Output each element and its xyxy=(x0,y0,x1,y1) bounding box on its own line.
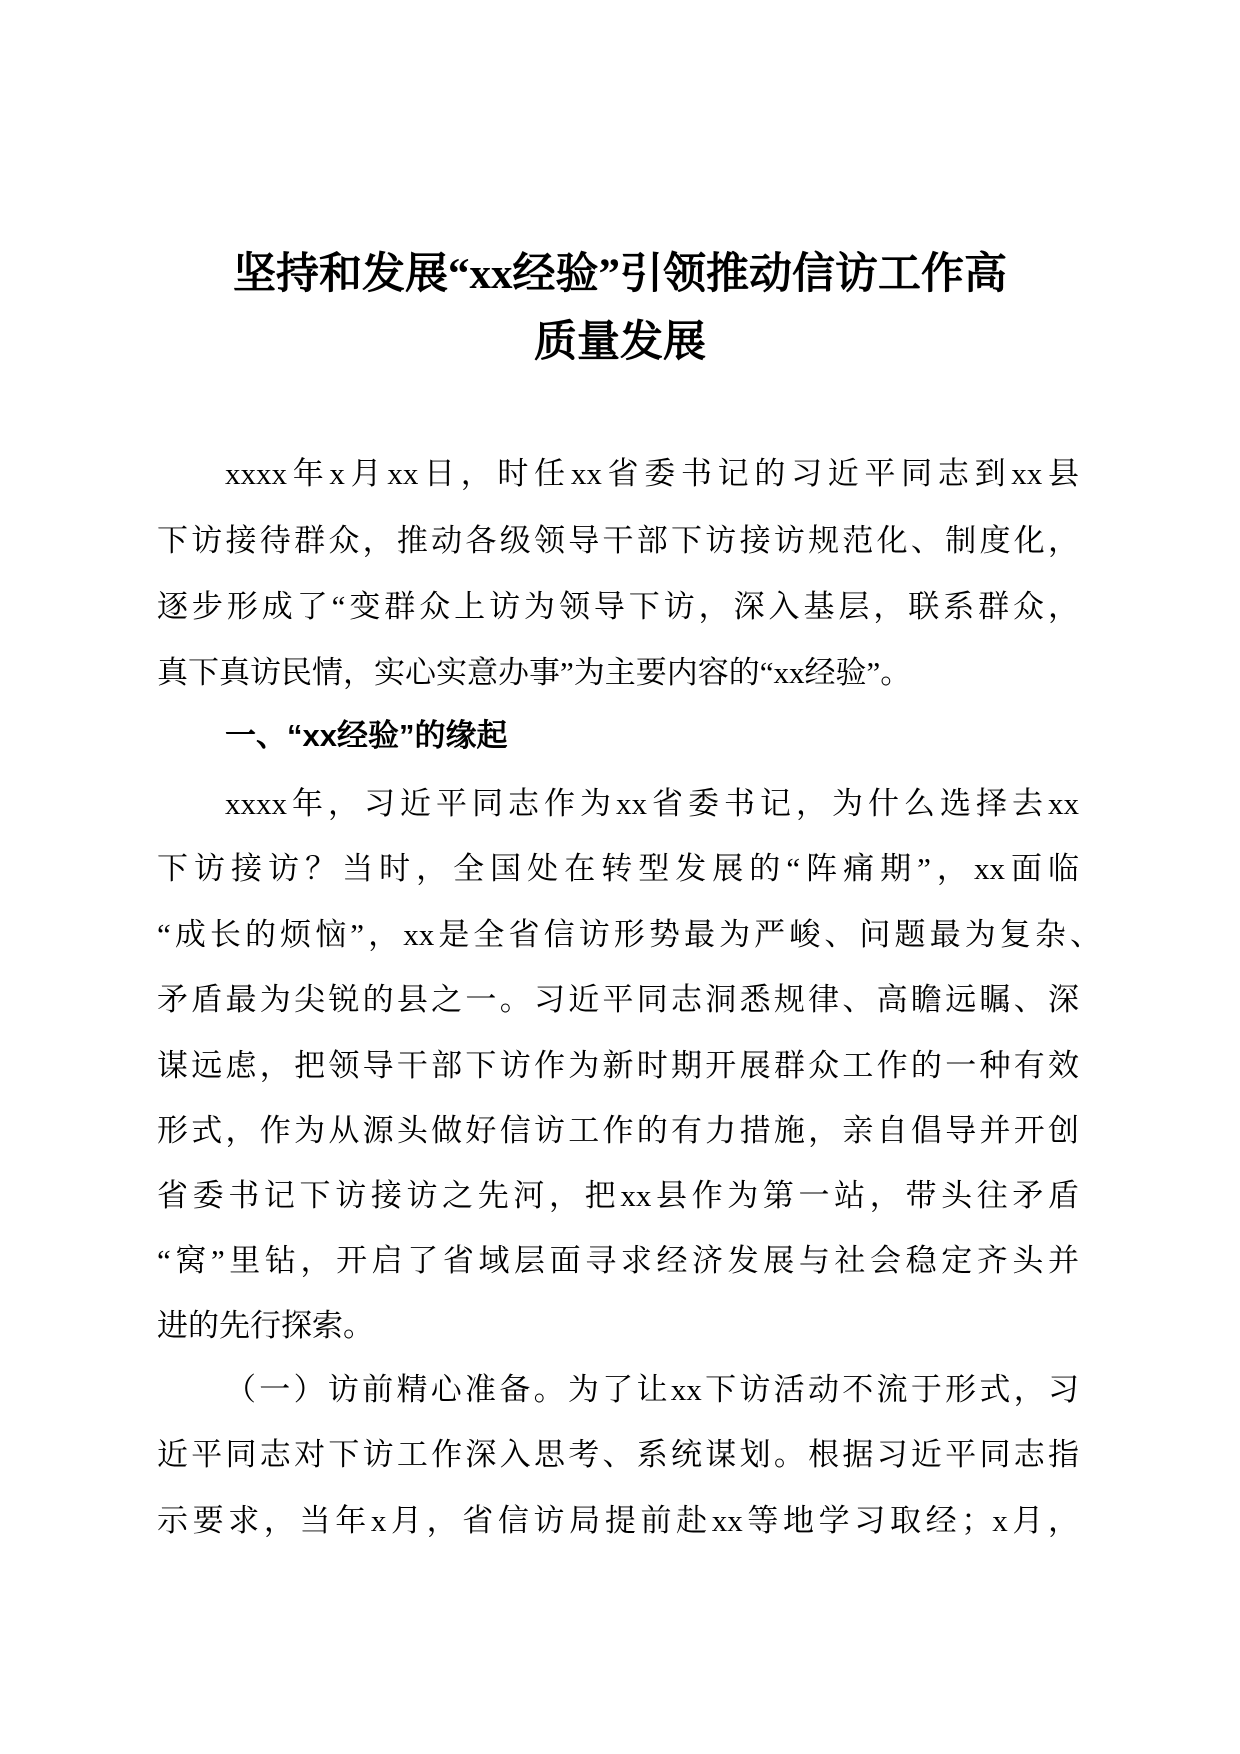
paragraph-2-line: 矛盾最为尖锐的县之一。习近平同志洞悉规律、高瞻远瞩、深 xyxy=(157,982,1079,1017)
paragraph-2-line: xxxx年，习近平同志作为xx省委书记，为什么选择去xx xyxy=(225,786,1079,821)
paragraph-1-line: 真下真访民情，实心实意办事”为主要内容的“xx经验”。 xyxy=(157,655,912,690)
paragraph-2-line: 进的先行探索。 xyxy=(157,1308,374,1343)
document-title-line-1: 坚持和发展“xx经验”引领推动信访工作高 xyxy=(233,251,1007,298)
paragraph-3-line: 近平同志对下访工作深入思考、系统谋划。根据习近平同志指 xyxy=(157,1437,1079,1472)
paragraph-2-line: 省委书记下访接访之先河，把xx县作为第一站，带头往矛盾 xyxy=(157,1178,1079,1213)
paragraph-2-line: “成长的烦恼”，xx是全省信访形势最为严峻、问题最为复杂、 xyxy=(157,917,1101,952)
paragraph-2-line: 下访接访？当时，全国处在转型发展的“阵痛期”，xx面临 xyxy=(157,851,1079,886)
paragraph-2-line: “窝”里钻，开启了省域层面寻求经济发展与社会稳定齐头并 xyxy=(157,1243,1079,1278)
paragraph-3-line: 示要求，当年x月，省信访局提前赴xx等地学习取经；x月， xyxy=(157,1503,1079,1538)
paragraph-3-line: （一）访前精心准备。为了让xx下访活动不流于形式，习 xyxy=(225,1372,1079,1407)
paragraph-1-line: 逐步形成了“变群众上访为领导下访，深入基层，联系群众， xyxy=(157,589,1079,624)
document-title-line-2: 质量发展 xyxy=(534,319,706,366)
paragraph-1-line: 下访接待群众，推动各级领导干部下访接访规范化、制度化， xyxy=(157,523,1079,558)
paragraph-2-line: 形式，作为从源头做好信访工作的有力措施，亲自倡导并开创 xyxy=(157,1113,1079,1148)
section-heading: 一、“xx经验”的缘起 xyxy=(225,718,508,753)
paragraph-2-line: 谋远虑，把领导干部下访作为新时期开展群众工作的一种有效 xyxy=(157,1048,1079,1083)
paragraph-1-line: xxxx年x月xx日，时任xx省委书记的习近平同志到xx县 xyxy=(225,456,1079,491)
